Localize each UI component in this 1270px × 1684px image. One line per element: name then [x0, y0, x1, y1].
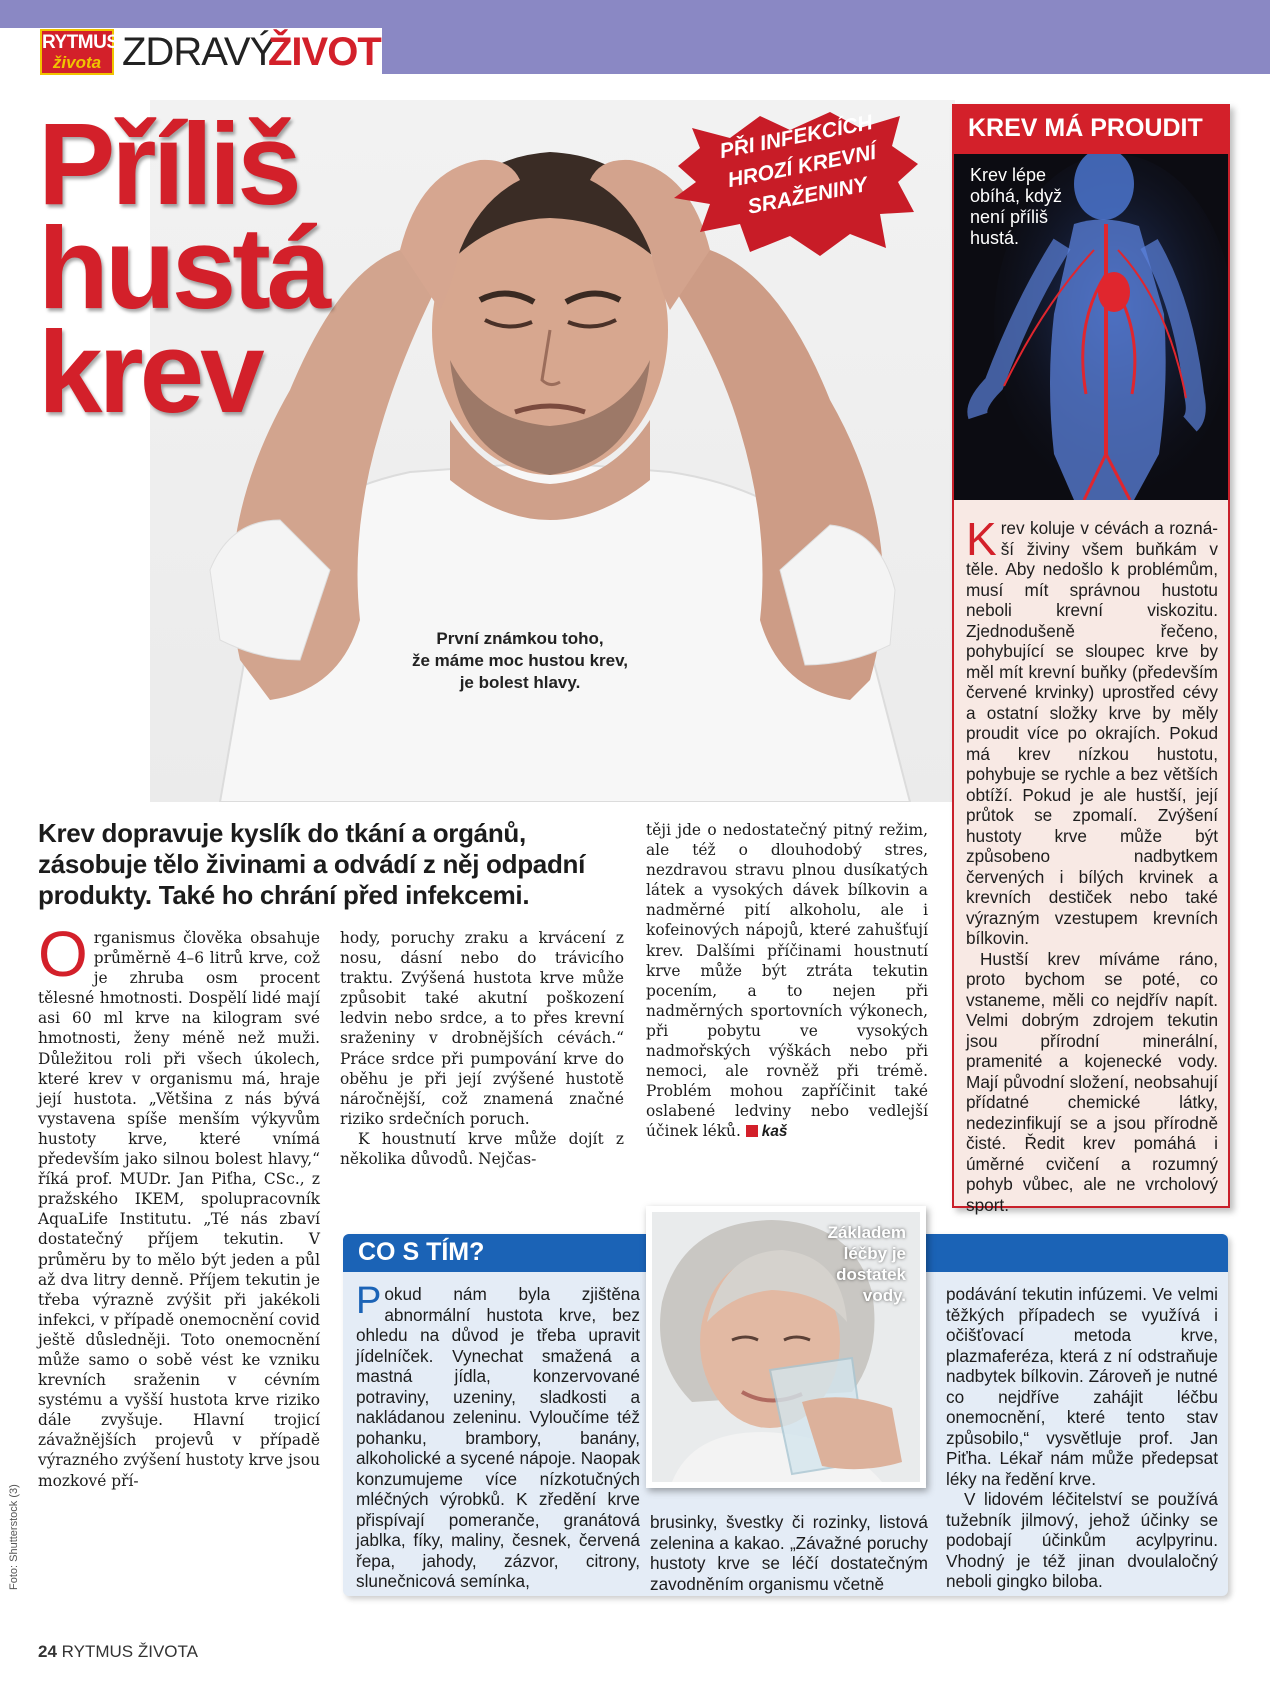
sidebar-paragraph-1: rev koluje v cévách a rozná-ší živiny všem buňkám v těle. Aby nedošlo k problémům, musí mít správnou hustotu neboli krevní viskozitu. Zjednodušeně řečeno, pohybující se sloupec krve by měl mít krevní buňky (především červené krvinky) uprostřed cévy a ostatní složky krve by měly proudit více po okrajích. Pokud má krev nízkou hustotu, pohybuje se rychle a bez větších obtíží. Pokud je ale hustší, její průtok se zpomalí. Zvýšení hustoty krve může být způsobeno nadbytkem červených i bílých krvinek a krevních destiček nebo také výrazným vzestupem krevních bílkovin.: [966, 518, 1218, 948]
article-column-3: [646, 820, 928, 1143]
headline-line-1: Příliš: [38, 99, 298, 229]
signature-marker-icon: [746, 1125, 758, 1137]
co-s-tim-column-2: brusinky, švestky či rozinky, listová zelenina a kakao. „Závažné poruchy hustoty krve se léčí dostatečným zavodněním organismu včetně: [650, 1512, 928, 1594]
logo-bottom-text: života: [52, 53, 102, 72]
article-headline: [38, 99, 398, 437]
author-signature: kaš: [761, 1123, 788, 1141]
magazine-name: RYTMUS ŽIVOTA: [61, 1642, 198, 1661]
sidebar-paragraph-2: Hustší krev míváme ráno, proto bychom se poté, co vstaneme, měli co nejdřív napít. Velmi dobrým zdrojem tekutin jsou přírodní minerální, pramenité a kojenecké vody. Mají původní složení, neobsahují přídatné chemické látky, nedezinfikují se a jsou přírodně čisté. Ředit krev pomáhá i úměrné cvičení a rozumný pohyb vůbec, ale ne vrcholový sport.: [966, 948, 1218, 1215]
article-column-2-paragraph-2: K houstnutí krve může dojít z několika důvodů. Nejčas-: [340, 1129, 624, 1169]
photo-caption-line-1: První známkou toho,: [436, 629, 604, 648]
co-s-tim-column-3-paragraph-2: V lidovém léčitelství se používá tužebník jilmový, jehož účinky se podobají účinkům acylpyrinu. Vhodný je též jinan dvoulaločný neboli gingko biloba.: [946, 1489, 1218, 1591]
article-lead: Krev dopravuje kyslík do tkání a orgánů, zásobuje tělo živinami a odvádí z něj odpadní produkty. Také ho chrání před infekcemi.: [38, 818, 586, 910]
warning-splat-text: PŘI INFEKCÍCH HROZÍ KREVNÍ SRAŽENINY: [717, 110, 878, 219]
article-drop-cap: O: [38, 918, 88, 990]
co-s-tim-drop-cap: P: [356, 1280, 382, 1322]
photo-credit: Foto: Shutterstock (3): [8, 1484, 20, 1590]
headline-line-3: krev: [38, 307, 261, 437]
article-column-3-text: těji jde o nedostatečný pitný režim, ale též o dlouhodobý stres, nezdravou stravu plnou dusíkatých látek a vysokých dávek bílkovin a nadměrné pití alkoholu, ale i kofeinových nápojů, které zahušťují krev. Dalšími příčinami houstnutí krve může být ztráta tekutin pocením, a to nejen při nadměrných sportovních výkonech, při pobytu ve vysokých nadmořských výškách nebo při nemoci, ale rovněž při trémě. Problém mohou zapříčinit také oslabené ledviny nebo vedlejší účinek léků.: [646, 821, 928, 1141]
article-column-1-text: rganismus člověka obsahuje průměrně 4–6 litrů krve, což je zhruba osm procent tělesné hmotnosti. Dospělí lidé mají asi 60 ml krve na kilogram své hmotnosti, ženy méně než muži. Důležitou roli při všech úkolech, které krev v organismu má, hraje její hustota. „Většina z nás bývá vystavena spíše menším výkyvům hustoty krve, které vnímá především jako silnou bolest hlavy,“ říká prof. MUDr. Jan Piťha, CSc., z pražského IKEM, spolupracovník AquaLife Institutu. „Té nás zbaví dostatečný příjem tekutin. V průměru by to mělo být jeden a půl až dva litry denně. Příjem tekutin je třeba výrazně zvýšit při jakékoli infekci, v případě onemocnění covid ještě důsledněji. Toto onemocnění může samo o sobě vést ke vzniku krevních sraženin v cévním systému a vyšší hustota krve riziko dále zvyšuje. Hlavní trojicí závažnějších projevů v případě výrazného zvýšení hustoty krve jsou mozkové pří-: [38, 929, 320, 1490]
headline-line-2: hustá: [38, 203, 328, 333]
article-column-2: [340, 928, 624, 1169]
page-footer: [38, 1642, 198, 1662]
sidebar-title: KREV MÁ PROUDIT: [968, 114, 1203, 142]
co-s-tim-column-1: [356, 1280, 640, 1592]
magazine-logo: [40, 29, 119, 75]
logo-top-text: RYTMUS: [42, 32, 119, 53]
article-column-1: [38, 918, 320, 1491]
co-s-tim-column-3-paragraph-1: podávání tekutin infúzemi. Ve velmi těžkých případech se využívá i očišťovací metoda krve, plazmaferéza, která z ní odstraňuje nadbytek bílkovin. Zároveň je nutné co nejdříve zahájit léčbu onemocnění, které tento stav způsobilo,“ vysvětluje prof. Jan Piťha. Lékař nám může předepsat léky na ředění krve.: [946, 1284, 1218, 1489]
article-column-2-paragraph-1: hody, poruchy zraku a krvácení z nosu, dásní nebo do trávicího traktu. Zvýšená hustota krve může způsobit také akutní poškození ledvin nebo srdce, a to přes krevní sraženiny v drobnějších cévách.“ Práce srdce při pumpování krve do oběhu je při její zvýšené hustotě náročnější, což znamená značné riziko srdečních poruch.: [340, 929, 624, 1128]
co-s-tim-column-3: [946, 1284, 1218, 1592]
co-s-tim-title: CO S TÍM?: [358, 1238, 485, 1266]
section-name-regular: ZDRAVÝ: [122, 30, 276, 74]
sidebar-drop-cap: K: [966, 513, 997, 565]
sidebar-image-caption: Krev lépe obíhá, když není příliš hustá.: [970, 165, 1063, 248]
woman-photo-caption: Základem léčby je dostatek vody.: [827, 1223, 906, 1305]
section-name-bold: ŽIVOT: [268, 30, 381, 74]
sidebar-body: [966, 513, 1218, 1215]
co-s-tim-column-1-text: okud nám byla zjištěna abnormální hustota krve, bez ohledu na důvod je třeba upravit jídelníček. Vynechat smažená a mastná jídla, konzervované potraviny, uzeniny, sladkosti a nakládanou zeleninu. Vyloučíme též pohanku, brambory, banány, alkoholické a sycené nápoje. Naopak konzumujeme více nízkotučných mléčných výrobků. K zředění krve přispívají pomeranče, granátová jablka, fíky, maliny, česnek, červená řepa, jahody, zázvor, citrony, slunečnicová semínka,: [356, 1284, 640, 1591]
photo-caption-line-3: je bolest hlavy.: [459, 673, 581, 692]
page-number: 24: [38, 1642, 57, 1661]
photo-caption-line-2: že máme moc hustou krev,: [411, 651, 629, 670]
photo-caption: [390, 628, 650, 694]
